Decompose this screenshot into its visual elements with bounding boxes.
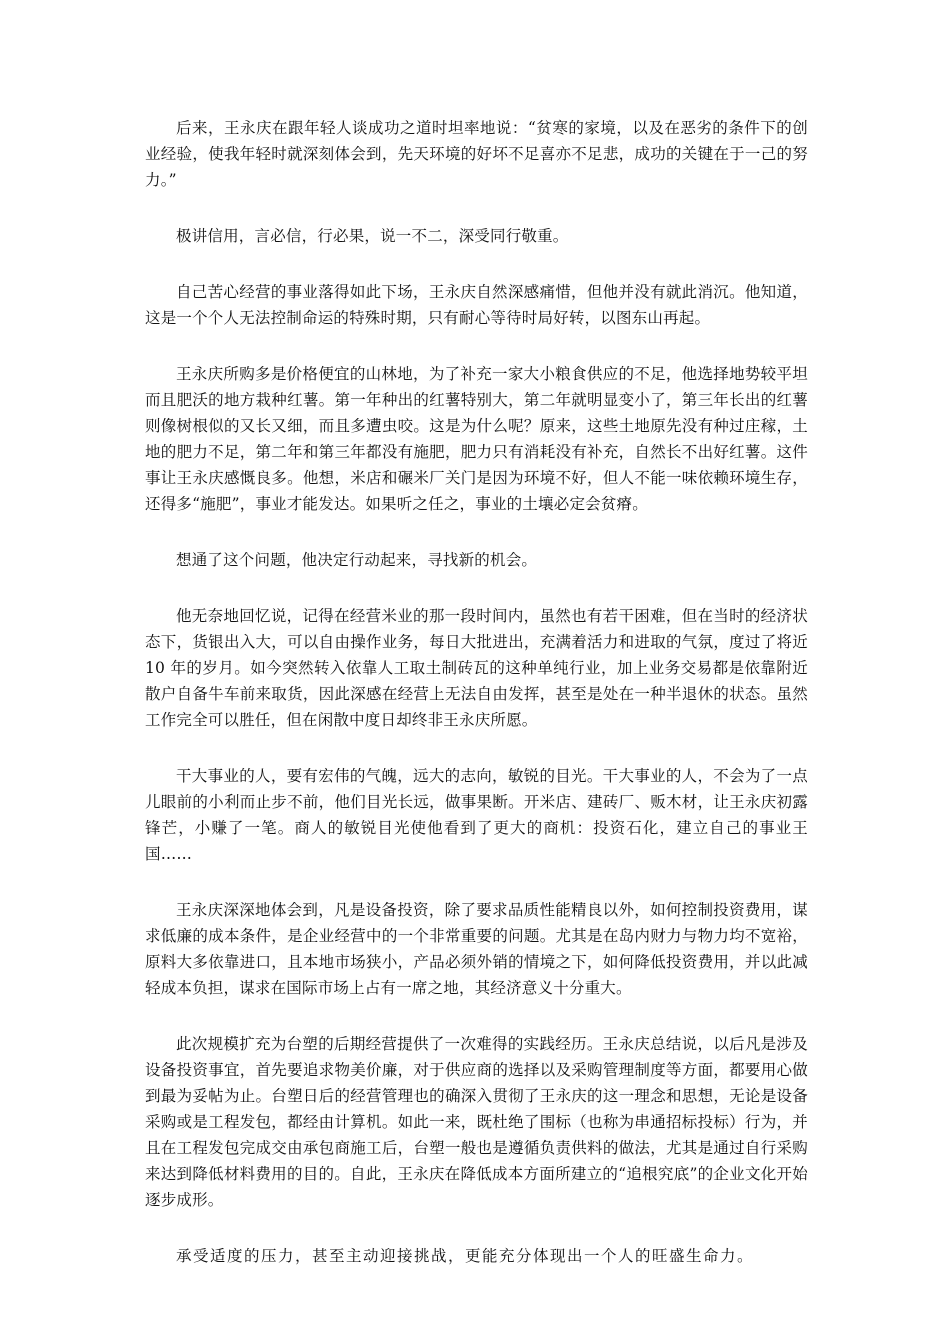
- paragraph-5: 想通了这个问题，他决定行动起来，寻找新的机会。: [176, 551, 538, 569]
- paragraph-10: 承受适度的压力，甚至主动迎接挑战，更能充分体现出一个人的旺盛生命力。: [176, 1247, 755, 1265]
- paragraph-4: 王永庆所购多是价格便宜的山林地，为了补充一家大小粮食供应的不足，他选择地势较平坦而且肥沃的地方栽种红薯。第一年种出的红薯特别大，第二年就明显变小了，第三年长出的红薯则像树根似的又长又细，而且多遭虫咬。这是为什么呢？原来，这些土地原先没有种过庄稼，土地的肥力不足，第二年和第三年都没有施肥，肥力只有消耗没有补充，自然长不出好红薯。这件事让王永庆感慨良多。他想，米店和碾米厂关门是因为环境不好，但人不能一味依赖环境生存，还得多“施肥”，事业才能发达。如果听之任之，事业的土壤必定会贫瘠。: [145, 365, 808, 513]
- paragraph-1: 后来，王永庆在跟年轻人谈成功之道时坦率地说：“贫寒的家境，以及在恶劣的条件下的创业经验，使我年轻时就深刻体会到，先天环境的好坏不足喜亦不足悲，成功的关键在于一己的努力。”: [145, 119, 808, 189]
- paragraph-2: 极讲信用，言必信，行必果，说一不二，深受同行敬重。: [176, 227, 569, 245]
- paragraph-3: 自己苦心经营的事业落得如此下场，王永庆自然深感痛惜，但他并没有就此消沉。他知道，这是一个个人无法控制命运的特殊时期，只有耐心等待时局好转，以图东山再起。: [145, 283, 808, 327]
- paragraph-6: 他无奈地回忆说，记得在经营米业的那一段时间内，虽然也有若干困难，但在当时的经济状态下，货银出入大，可以自由操作业务，每日大批进出，充满着活力和进取的气氛，度过了将近 10 年的岁月。如今突然转入依靠人工取土制砖瓦的这种单纯行业，加上业务交易都是依靠附近散户自备牛车前来取货，因此深感在经营上无法自由发挥，甚至是处在一种半退休的状态。虽然工作完全可以胜任，但在闲散中度日却终非王永庆所愿。: [145, 607, 808, 729]
- paragraph-7: 干大事业的人，要有宏伟的气魄，远大的志向，敏锐的目光。干大事业的人，不会为了一点儿眼前的小利而止步不前，他们目光长远，做事果断。开米店、建砖厂、贩木材，让王永庆初露锋芒，小赚了一笔。商人的敏锐目光使他看到了更大的商机：投资石化，建立自己的事业王国……: [145, 767, 808, 863]
- paragraph-9: 此次规模扩充为台塑的后期经营提供了一次难得的实践经历。王永庆总结说，以后凡是涉及设备投资事宜，首先要追求物美价廉，对于供应商的选择以及采购管理制度等方面，都要用心做到最为妥帖为止。台塑日后的经营管理也的确深入贯彻了王永庆的这一理念和思想，无论是设备采购或是工程发包，都经由计算机。如此一来，既杜绝了围标（也称为串通招标投标）行为，并且在工程发包完成交由承包商施工后，台塑一般也是遵循负责供料的做法，尤其是通过自行采购来达到降低材料费用的目的。自此，王永庆在降低成本方面所建立的“追根究底”的企业文化开始逐步成形。: [145, 1035, 808, 1209]
- document-page: [145, 115, 808, 1269]
- paragraph-8: 王永庆深深地体会到，凡是设备投资，除了要求品质性能精良以外，如何控制投资费用，谋求低廉的成本条件，是企业经营中的一个非常重要的问题。尤其是在岛内财力与物力均不宽裕，原料大多依靠进口，且本地市场狭小，产品必须外销的情境之下，如何降低投资费用，并以此减轻成本负担，谋求在国际市场上占有一席之地，其经济意义十分重大。: [145, 901, 808, 997]
